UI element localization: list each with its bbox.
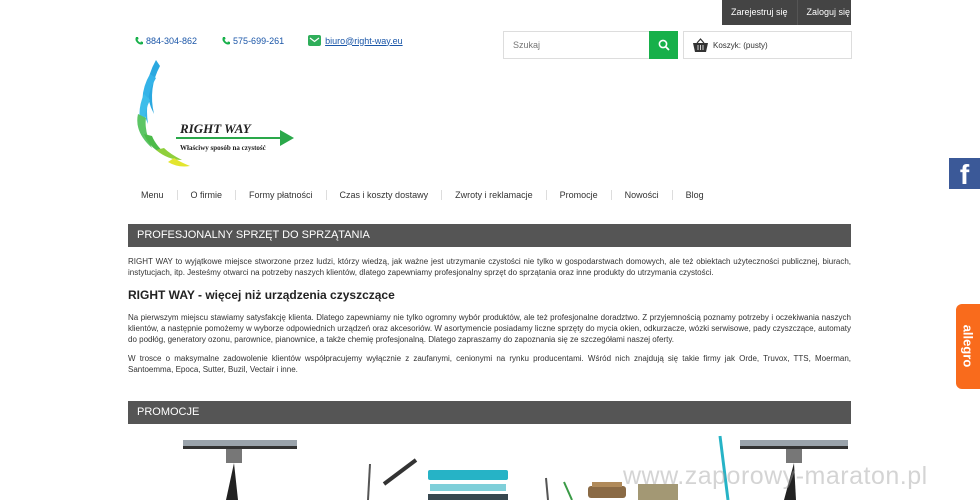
logo-name: RIGHT WAY [180,121,251,136]
contact-info [134,35,427,46]
section-title-promotions: PROMOCJE [128,401,851,424]
allegro-tab[interactable] [956,304,980,389]
section-heading: RIGHT WAY - więcej niż urządzenia czyszczące [128,288,395,302]
menu-item-delivery[interactable]: Czas i koszty dostawy [327,190,443,200]
main-menu [128,184,851,206]
login-link[interactable]: Zaloguj się [797,0,860,25]
menu-item-menu[interactable]: Menu [128,190,178,200]
email-address: biuro@right-way.eu [325,35,403,46]
phone-icon [221,36,231,46]
register-link[interactable]: Zarejestruj się [731,7,788,17]
menu-item-about[interactable]: O firmie [178,190,237,200]
section-title-equipment: PROFESJONALNY SPRZĘT DO SPRZĄTANIA [128,224,851,247]
menu-item-new[interactable]: Nowości [612,190,673,200]
product-squeegee-1[interactable] [183,440,297,500]
phone-number-1: 884-304-862 [146,35,198,46]
wings-logo-icon [134,58,296,176]
menu-item-returns[interactable]: Zwroty i reklamacje [442,190,547,200]
intro-paragraph: RIGHT WAY to wyjątkowe miejsce stworzone przez ludzi, którzy wiedzą, jak ważne jest utrzymanie czystości nie tylko w gospodarstwach domowych, ale też obiektach użyteczności publicznej, biurach, instytucjach, itp. Jesteśmy otwarci na potrzeby naszych klientów, dlatego zapewniamy profesjonalny sprzęt do sprzątania oraz inne produkty do utrzymania czystości. [128,257,851,277]
email-contact[interactable] [308,35,403,46]
site-logo[interactable] [134,58,296,176]
search-icon [658,39,670,51]
cart-label: Koszyk: [713,40,742,50]
phone-number-2: 575-699-261 [233,35,285,46]
facebook-tab[interactable] [949,158,980,189]
brands-paragraph: W trosce o maksymalne zadowolenie klientów współpracujemy wyłącznie z zaufanymi, cenionymi na rynku producentami. Wśród nich znajdują się takie firmy jak Orde, Truvox, TTS, Moerman, Santoemma, Epoca, Sutter, Buzil, Vectair i inne. [128,354,851,374]
basket-icon [692,38,709,53]
phone-icon [134,36,144,46]
search-button[interactable] [649,31,678,59]
watermark: www.zaporowy-maraton.pl [623,462,928,490]
product-window-kit[interactable] [368,460,508,500]
menu-item-payment[interactable]: Formy płatności [236,190,327,200]
description-paragraph: Na pierwszym miejscu stawiamy satysfakcję klienta. Dlatego zapewniamy nie tylko ogromny wybór produktów, ale też profesjonalne doradztwo. Z przyjemnością poznamy potrzeby i oczekiwania naszych klientów, a następnie pomożemy w wyborze odpowiednich urządzeń oraz akcesoriów. W asortymencie posiadamy liczne sprzęty do mycia okien, odkurzacze, wózki serwisowe, pady czyszczące, automaty do podłóg, generatory ozonu, parownice, pianownice, a także chemię profesjonalną. Dlatego zapraszamy do zapoznania się ze szczegółami naszej oferty. [128,313,851,344]
facebook-icon: f [959,159,970,190]
menu-item-promotions[interactable]: Promocje [547,190,612,200]
phone-contact-1[interactable] [134,36,197,46]
cart-block[interactable] [683,31,852,59]
phone-contact-2[interactable] [221,36,284,46]
search-input[interactable] [503,31,649,59]
envelope-icon [308,35,321,46]
logo-tagline: Właściwy sposób na czystość [180,144,266,152]
cart-status: (pusty) [743,40,768,50]
allegro-logo: allegro [960,324,976,368]
account-bar [722,0,851,25]
search-form [503,31,678,59]
menu-item-blog[interactable]: Blog [685,190,704,200]
